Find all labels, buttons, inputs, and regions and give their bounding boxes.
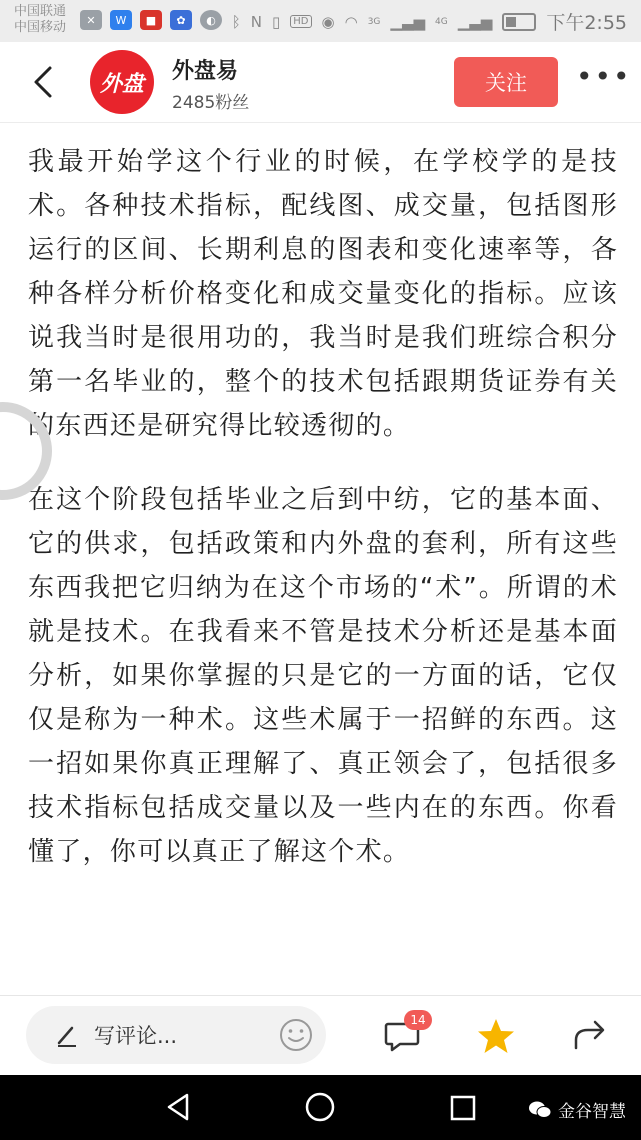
bottom-action-bar (0, 995, 641, 1076)
system-indicators (232, 8, 627, 35)
carrier-2: 中国移动 (14, 20, 67, 35)
article-paragraph: 我最开始学这个行业的时候，在学校学的是技术。各种技术指标，配线图、成交量，包括图形运行的区间、长期利息的图表和变化速率等，各种各样分析价格变化和成交量变化的指标。应该说我当时是很用功的，我当时是我们班综合积分第一名毕业的，整个的技术包括跟期货证券有关的东西还是研究得比较透彻的。 (28, 147, 618, 441)
follow-button[interactable]: 关注 (454, 57, 558, 107)
watermark-text: 金谷智慧 (558, 1102, 626, 1122)
vibrate-icon: ▯ (272, 12, 281, 31)
avatar-logo-text: 外盘 (99, 71, 144, 97)
bluetooth-icon: ᛒ (231, 12, 241, 31)
favorite-star-icon[interactable] (476, 1016, 516, 1056)
notification-app-icon: ■ (140, 10, 162, 30)
carrier-1: 中国联通 (14, 4, 67, 19)
comment-placeholder: 写评论... (94, 1024, 178, 1048)
hd-icon: HD (290, 15, 311, 28)
nfc-icon: N (250, 12, 263, 31)
notification-app-icon: ◐ (200, 10, 222, 30)
avatar[interactable] (90, 50, 154, 114)
pen-icon (54, 1022, 80, 1048)
system-navigation-bar (0, 1075, 641, 1140)
wechat-icon (528, 1100, 552, 1120)
article-paragraph: 在这个阶段包括毕业之后到中纺，它的基本面、它的供求，包括政策和内外盘的套利，所有这些东西我把它归纳为在这个市场的“术”。所谓的术就是技术。在我看来不管是技术分析还是基本面分析，如果你掌握的只是它的一方面的话，它仅仅是称为一种术。这些术属于一招鲜的东西。这一招如果你真正理解了、真正领会了，包括很多技术指标包括成交量以及一些内在的东西。你看懂了，你可以真正了解这个术。 (28, 485, 618, 867)
signal-icon: ▁▃▅ (457, 12, 493, 31)
comment-count-badge: 14 (404, 1010, 432, 1030)
nav-back-icon[interactable] (163, 1091, 195, 1123)
status-bar (0, 0, 641, 42)
comment-input[interactable] (26, 1006, 326, 1064)
back-arrow-icon (26, 62, 66, 102)
account-name[interactable]: 外盘易 (172, 59, 239, 84)
notification-app-icon: W (110, 10, 132, 30)
eye-icon: ◉ (321, 12, 335, 31)
network-type-2: 4G (435, 16, 448, 27)
carrier-info (14, 4, 66, 36)
watermark (528, 1097, 626, 1122)
article-header (0, 42, 641, 123)
more-options-button[interactable]: ••• (576, 60, 632, 93)
network-type-1: 3G (367, 16, 381, 27)
back-button[interactable] (26, 62, 66, 102)
notification-app-icon: ✿ (170, 10, 192, 30)
notification-app-icon: ✕ (80, 10, 102, 30)
notification-icons (80, 10, 222, 30)
clock: 下午2:55 (546, 12, 627, 34)
article-body (28, 140, 618, 904)
nav-recent-apps-icon[interactable] (450, 1095, 476, 1121)
signal-icon: ▁▃▅ (390, 12, 426, 31)
battery-icon (502, 13, 536, 31)
emoji-icon[interactable] (278, 1017, 314, 1053)
nav-home-icon[interactable] (304, 1091, 336, 1123)
wifi-icon: ◠ (344, 12, 358, 31)
fans-count: 2485粉丝 (172, 93, 250, 113)
share-icon[interactable] (570, 1014, 610, 1054)
